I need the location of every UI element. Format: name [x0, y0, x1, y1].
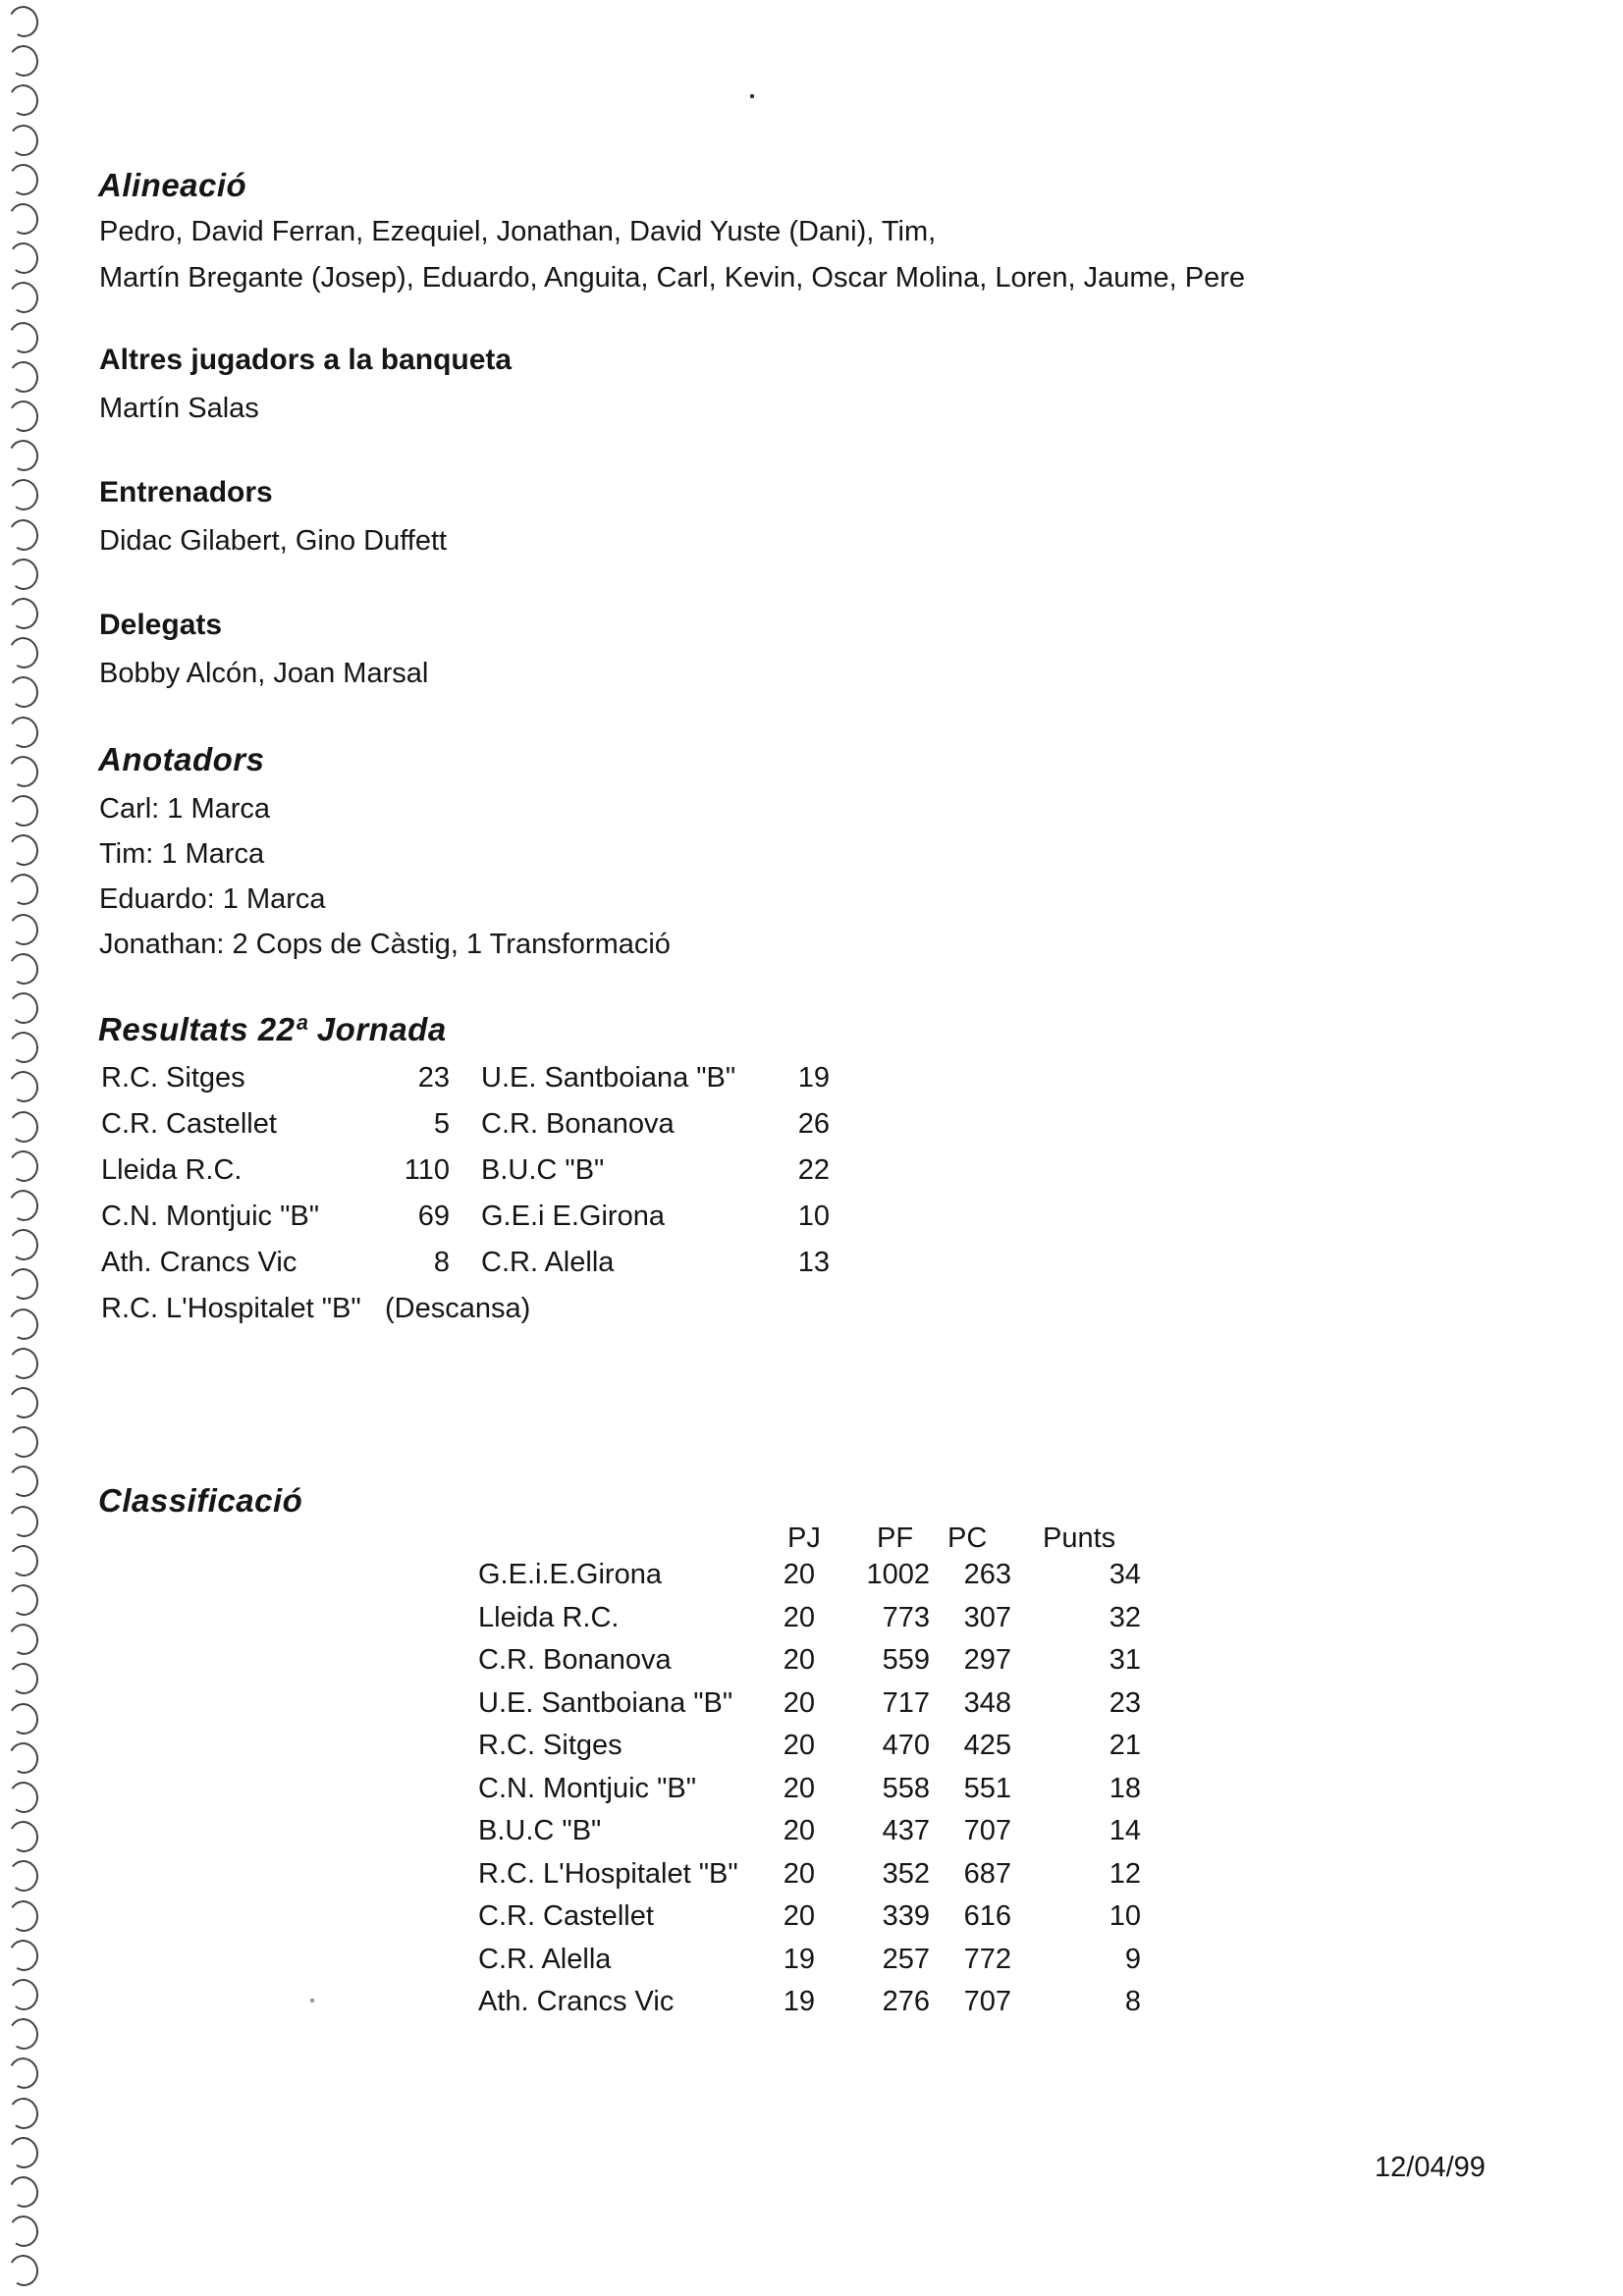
binding-hole-mark [6, 1581, 41, 1619]
result-away-team: U.E. Santboiana "B" [481, 1062, 736, 1094]
entrenadors-line-1: Didac Gilabert, Gino Duffett [99, 525, 448, 557]
classificacio-pc: 707 [963, 1986, 1011, 2017]
binding-hole-mark [6, 831, 41, 869]
binding-hole-mark [6, 1818, 42, 1855]
binding-hole-mark [7, 240, 40, 276]
binding-hole-mark [6, 1148, 41, 1185]
delegats-line-1: Bobby Alcón, Joan Marsal [99, 658, 429, 689]
section-title-banqueta: Altres jugadors a la banqueta [99, 344, 513, 376]
alineacio-line-2: Martín Bregante (Josep), Eduardo, Anguita, Carl, Kevin, Oscar Molina, Loren, Jaume, Pere [99, 262, 1246, 294]
classificacio-punts: 34 [1109, 1559, 1141, 1590]
result-home-team: R.C. Sitges [101, 1062, 245, 1094]
binding-hole-mark [6, 911, 40, 947]
result-home-team: Lleida R.C. [101, 1154, 243, 1186]
classificacio-team: G.E.i.E.Girona [478, 1559, 662, 1590]
result-home-score: 5 [433, 1108, 450, 1140]
scan-speck [310, 1999, 314, 2002]
result-home-team: C.N. Montjuic "B" [101, 1201, 320, 1232]
result-note: (Descansa) [385, 1293, 531, 1324]
binding-hole-mark [7, 990, 40, 1025]
result-home-score: 110 [404, 1154, 450, 1186]
classificacio-pj: 20 [783, 1602, 815, 1633]
classificacio-punts: 10 [1109, 1900, 1141, 1932]
classificacio-pf: 1002 [866, 1559, 930, 1590]
section-title-delegats: Delegats [99, 609, 223, 641]
result-away-team: B.U.C "B" [481, 1154, 605, 1186]
anotadors-line-4: Jonathan: 2 Cops de Càstig, 1 Transformació [99, 929, 671, 960]
document-date: 12/04/99 [1375, 2152, 1486, 2183]
classificacio-team: R.C. L'Hospitalet "B" [478, 1858, 738, 1890]
classificacio-team: U.E. Santboiana "B" [478, 1687, 733, 1719]
classificacio-pf: 276 [882, 1986, 930, 2017]
classificacio-header-pf: PF [877, 1522, 914, 1554]
classificacio-pj: 20 [783, 1858, 815, 1890]
result-away-score: 22 [797, 1154, 830, 1186]
binding-hole-mark [5, 871, 42, 909]
classificacio-pc: 297 [963, 1644, 1011, 1676]
result-away-team: G.E.i E.Girona [481, 1201, 665, 1232]
result-home-team: Ath. Crancs Vic [101, 1247, 298, 1278]
result-home-score: 23 [417, 1062, 450, 1094]
classificacio-pc: 348 [963, 1687, 1011, 1719]
binding-hole-mark [7, 1977, 40, 2012]
binding-hole-mark [6, 2015, 41, 2053]
binding-hole-mark [5, 1305, 42, 1343]
section-title-classificacio: Classificació [98, 1482, 303, 1519]
binding-hole-mark [6, 1780, 40, 1816]
binding-hole-mark [5, 2055, 42, 2093]
result-away-score: 13 [797, 1247, 830, 1278]
binding-hole-mark [6, 950, 42, 988]
classificacio-header-pj: PJ [787, 1522, 821, 1554]
binding-hole-mark [5, 1186, 42, 1224]
classificacio-pj: 19 [783, 1986, 815, 2017]
binding-hole-mark [5, 200, 41, 239]
classificacio-pj: 20 [783, 1644, 815, 1676]
binding-hole-mark [7, 793, 41, 828]
classificacio-pf: 773 [882, 1602, 930, 1633]
classificacio-pf: 470 [882, 1730, 930, 1761]
binding-hole-mark [5, 2, 42, 40]
binding-hole-mark [5, 1502, 41, 1540]
classificacio-punts: 23 [1109, 1687, 1141, 1719]
binding-hole-mark [6, 2134, 41, 2171]
classificacio-pf: 437 [882, 1815, 930, 1846]
section-title-entrenadors: Entrenadors [99, 476, 273, 508]
binding-hole-mark [7, 1227, 41, 1262]
anotadors-line-1: Carl: 1 Marca [99, 793, 271, 825]
result-away-score: 10 [797, 1201, 830, 1232]
binding-hole-mark [6, 1464, 41, 1500]
binding-hole-mark [5, 1068, 41, 1106]
classificacio-pj: 19 [783, 1944, 815, 1975]
binding-hole-mark [7, 557, 40, 591]
result-home-score: 8 [433, 1247, 450, 1278]
binding-hole-mark [6, 477, 40, 513]
classificacio-team: Lleida R.C. [478, 1602, 620, 1633]
banqueta-line-1: Martín Salas [99, 393, 259, 424]
classificacio-header-pc: PC [947, 1522, 988, 1554]
classificacio-punts: 9 [1124, 1944, 1141, 1975]
binding-hole-mark [6, 1897, 41, 1934]
scan-speck [750, 94, 754, 98]
binding-hole-mark [6, 161, 41, 197]
binding-hole-mark [7, 123, 40, 157]
binding-hole-mark [6, 81, 42, 119]
classificacio-pj: 20 [783, 1559, 815, 1590]
binding-hole-mark [5, 634, 41, 672]
classificacio-pj: 20 [783, 1815, 815, 1846]
classificacio-pj: 20 [783, 1730, 815, 1761]
classificacio-pc: 616 [963, 1900, 1011, 1932]
classificacio-pf: 558 [882, 1773, 930, 1804]
result-away-team: C.R. Alella [481, 1247, 615, 1278]
binding-hole-mark [6, 595, 41, 631]
result-home-team: C.R. Castellet [101, 1108, 277, 1140]
classificacio-punts: 12 [1109, 1858, 1141, 1890]
binding-hole-mark [6, 2214, 40, 2250]
classificacio-punts: 31 [1109, 1644, 1141, 1676]
binding-hole-mark [7, 1424, 40, 1459]
classificacio-pf: 559 [882, 1644, 930, 1676]
classificacio-pc: 687 [963, 1858, 1011, 1890]
binding-hole-mark [6, 1345, 40, 1381]
classificacio-team: C.R. Bonanova [478, 1644, 672, 1676]
result-home-score: 69 [417, 1201, 450, 1232]
classificacio-pc: 425 [963, 1730, 1011, 1761]
binding-hole-mark [7, 2095, 41, 2130]
anotadors-line-3: Eduardo: 1 Marca [99, 883, 326, 915]
classificacio-punts: 32 [1109, 1602, 1141, 1633]
binding-hole-mark [6, 714, 41, 751]
section-title-anotadors: Anotadors [98, 741, 265, 777]
binding-hole-mark [6, 1265, 41, 1303]
binding-hole-mark [6, 280, 41, 317]
classificacio-pf: 339 [882, 1900, 930, 1932]
binding-hole-mark [6, 1384, 42, 1421]
binding-hole-mark [7, 674, 40, 710]
classificacio-punts: 21 [1109, 1730, 1141, 1761]
binding-hole-mark [6, 2252, 42, 2289]
classificacio-team: B.U.C "B" [478, 1815, 602, 1846]
binding-hole-mark [7, 359, 41, 395]
binding-hole-mark [7, 1661, 41, 1696]
binding-hole-mark [5, 1936, 41, 1974]
classificacio-pf: 352 [882, 1858, 930, 1890]
binding-hole-mark [6, 1700, 41, 1737]
binding-hole-mark [5, 318, 42, 356]
result-away-team: C.R. Bonanova [481, 1108, 675, 1140]
classificacio-team: C.R. Castellet [478, 1900, 654, 1932]
classificacio-pc: 551 [963, 1773, 1011, 1804]
classificacio-pc: 707 [963, 1815, 1011, 1846]
classificacio-pj: 20 [783, 1900, 815, 1932]
classificacio-pf: 717 [882, 1687, 930, 1719]
binding-hole-mark [6, 398, 41, 435]
binding-hole-mark [5, 2172, 42, 2211]
classificacio-pc: 307 [963, 1602, 1011, 1633]
binding-hole-mark [7, 1859, 40, 1894]
result-away-score: 26 [797, 1108, 830, 1140]
anotadors-line-2: Tim: 1 Marca [99, 838, 265, 870]
binding-hole-mark [6, 43, 40, 80]
binding-hole-mark [7, 1109, 40, 1145]
result-away-score: 19 [797, 1062, 830, 1094]
binding-hole-mark [6, 515, 42, 553]
binding-hole-mark [5, 752, 42, 790]
classificacio-team: C.R. Alella [478, 1944, 612, 1975]
binding-hole-mark [5, 437, 42, 475]
alineacio-line-1: Pedro, David Ferran, Ezequiel, Jonathan, David Yuste (Dani), Tim, [99, 216, 937, 247]
binding-hole-mark [6, 1030, 41, 1066]
classificacio-pf: 257 [882, 1944, 930, 1975]
section-title-alineacio: Alineació [98, 167, 247, 203]
classificacio-pc: 263 [963, 1559, 1011, 1590]
classificacio-pj: 20 [783, 1773, 815, 1804]
classificacio-header-punts: Punts [1043, 1522, 1116, 1554]
classificacio-team: C.N. Montjuic "B" [478, 1773, 697, 1804]
classificacio-team: Ath. Crancs Vic [478, 1986, 675, 2017]
binding-hole-mark [5, 1738, 42, 1777]
classificacio-punts: 14 [1109, 1815, 1141, 1846]
binding-hole-mark [5, 1621, 42, 1659]
classificacio-pj: 20 [783, 1687, 815, 1719]
binding-hole-mark [7, 1543, 40, 1578]
result-home-team: R.C. L'Hospitalet "B" [101, 1293, 361, 1324]
section-title-resultats: Resultats 22ª Jornada [98, 1011, 447, 1047]
classificacio-pc: 772 [963, 1944, 1011, 1975]
classificacio-punts: 8 [1124, 1986, 1141, 2017]
classificacio-team: R.C. Sitges [478, 1730, 622, 1761]
classificacio-punts: 18 [1109, 1773, 1141, 1804]
